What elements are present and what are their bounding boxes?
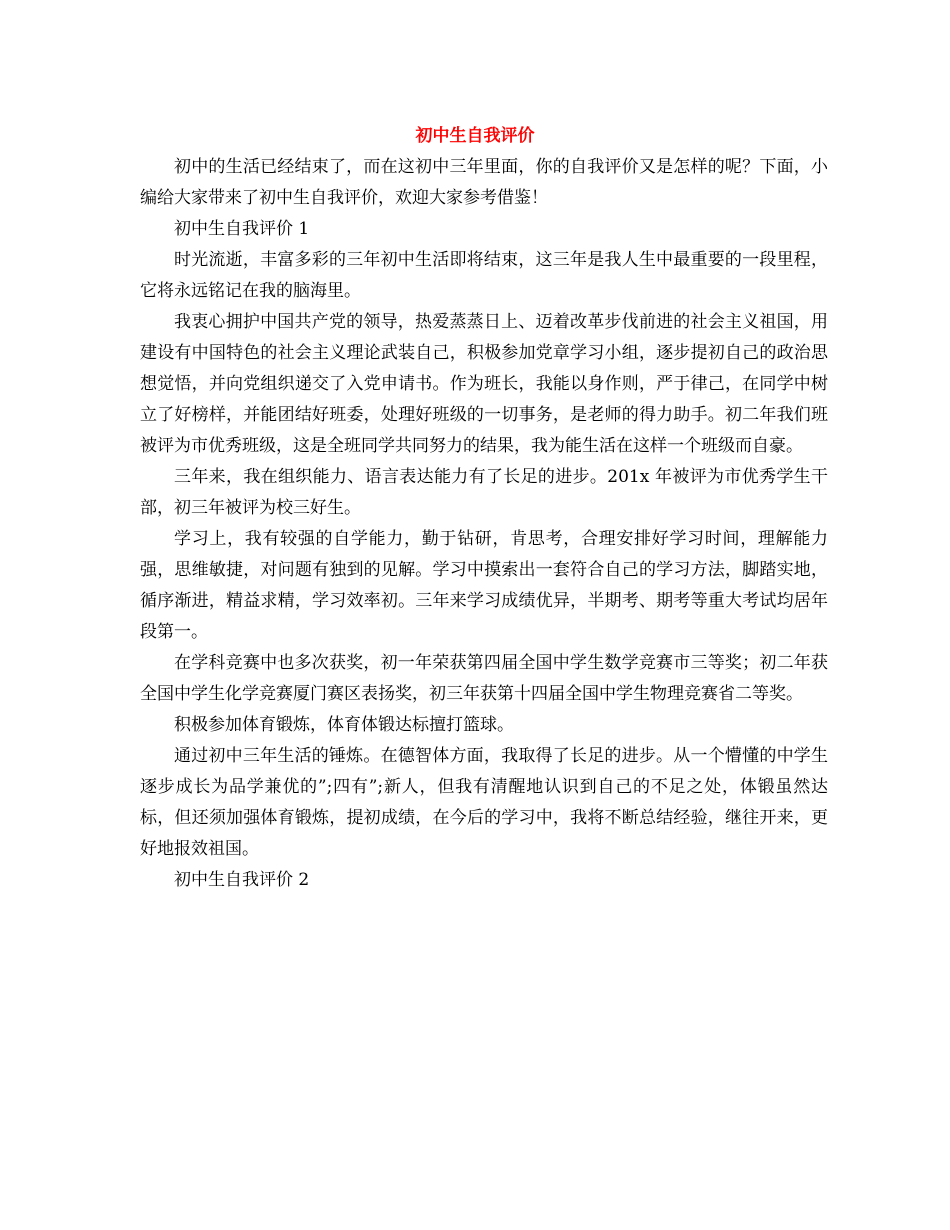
- body-paragraph: 学习上，我有较强的自学能力，勤于钻研，肯思考，合理安排好学习时间，理解能力强，思维敏捷，对问题有独到的见解。学习中摸索出一套符合自己的学习方法，脚踏实地，循序渐进，精益求精，学习效率初。三年来学习成绩优异，半期考、期考等重大考试均居年段第一。: [140, 529, 828, 642]
- document-title: 初中生自我评价: [415, 126, 535, 146]
- section-heading-1: 初中生自我评价 1: [174, 219, 310, 239]
- section-heading-2: 初中生自我评价 2: [174, 870, 310, 890]
- body-paragraph: 通过初中三年生活的锤炼。在德智体方面，我取得了长足的进步。从一个懵懂的中学生逐步成长为品学兼优的”;四有”;新人，但我有清醒地认识到自己的不足之处，体锻虽然达标，但还须加强体育锻炼，提初成绩，在今后的学习中，我将不断总结经验，继往开来，更好地报效祖国。: [140, 746, 828, 859]
- intro-paragraph: 初中的生活已经结束了，而在这初中三年里面，你的自我评价又是怎样的呢？下面，小编给大家带来了初中生自我评价，欢迎大家参考借鉴！: [140, 157, 828, 208]
- body-paragraph: 在学科竞赛中也多次获奖，初一年荣获第四届全国中学生数学竞赛市三等奖；初二年获全国中学生化学竞赛厦门赛区表扬奖，初三年获第十四届全国中学生物理竞赛省二等奖。: [140, 653, 828, 704]
- body-paragraph: 时光流逝，丰富多彩的三年初中生活即将结束，这三年是我人生中最重要的一段里程，它将永远铭记在我的脑海里。: [140, 250, 828, 301]
- body-paragraph: 三年来，我在组织能力、语言表达能力有了长足的进步。201x 年被评为市优秀学生干部，初三年被评为校三好生。: [140, 467, 828, 518]
- document-body: [140, 152, 828, 896]
- body-paragraph: 我衷心拥护中国共产党的领导，热爱蒸蒸日上、迈着改革步伐前进的社会主义祖国，用建设有中国特色的社会主义理论武装自己，积极参加党章学习小组，逐步提初自己的政治思想觉悟，并向党组织递交了入党申请书。作为班长，我能以身作则，严于律己，在同学中树立了好榜样，并能团结好班委，处理好班级的一切事务，是老师的得力助手。初二年我们班被评为市优秀班级，这是全班同学共同努力的结果，我为能生活在这样一个班级而自豪。: [140, 312, 828, 456]
- body-paragraph: 积极参加体育锻炼，体育体锻达标擅打篮球。: [174, 715, 514, 735]
